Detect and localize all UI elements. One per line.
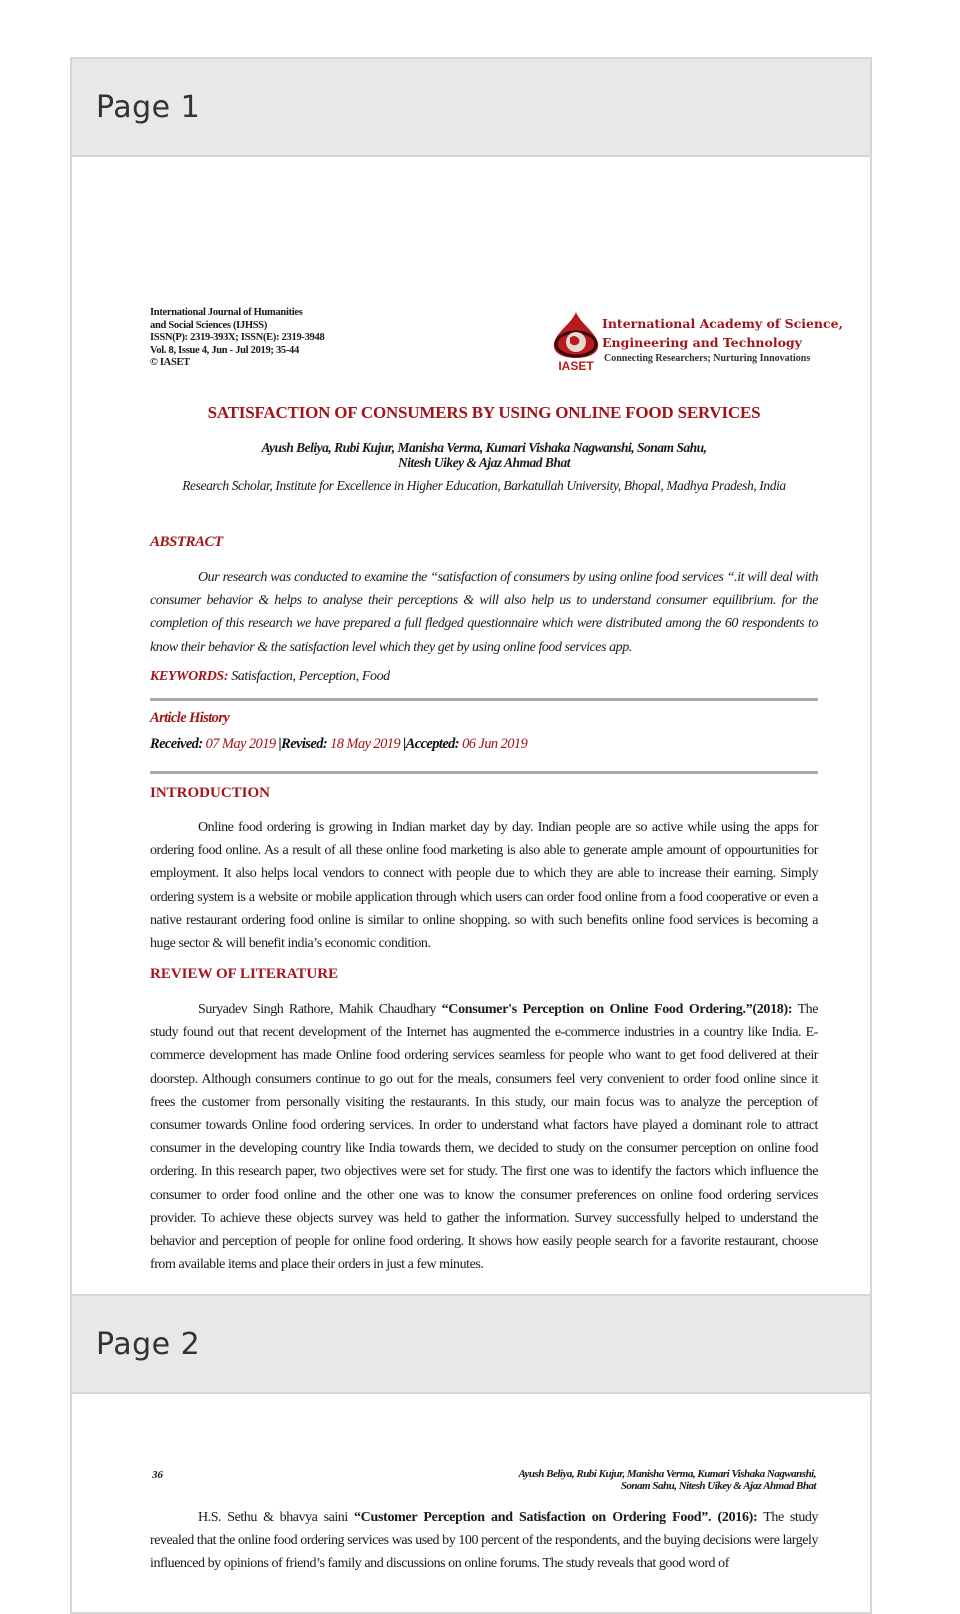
review-lead: Suryadev Singh Rathore, Mahik Chaudhary xyxy=(198,1002,442,1017)
page-number: 36 xyxy=(152,1469,163,1481)
page-1 xyxy=(70,57,872,1297)
publisher-tagline: Connecting Researchers; Nurturing Innovations xyxy=(604,353,811,364)
divider xyxy=(150,698,818,701)
received-date: 07 May 2019 xyxy=(205,736,276,752)
para-citation: “Customer Perception and Satisfaction on Ordering Food”. (2016): xyxy=(353,1510,758,1525)
article-history xyxy=(150,736,527,753)
running-head xyxy=(518,1468,816,1492)
publisher-name-line2: Engineering and Technology xyxy=(602,335,802,350)
journal-info-line: Vol. 8, Issue 4, Jun - Jul 2019; 35-44 xyxy=(150,344,299,356)
running-head-line1: Ayush Beliya, Rubi Kujur, Manisha Verma, Kumari Vishaka Nagwanshi, xyxy=(518,1468,816,1480)
iaset-logo-icon xyxy=(546,310,606,372)
review-body: The study found out that recent development of the Internet has augmented the e-commerce industries in a country like India. E-commerce development has made Online food ordering services seamless for people who want to get food delivered at their doorstep. Although consumers continue to go out for the meals, consumers feel very convenient to order food online since it frees the customer from personally visiting the restaurants. In this study, our main focus was to analyze the perception of consumer towards Online food ordering services. In order to understand what factors have played a dominant role to attract consumer in the developing country like India towards them, we decided to study on the consumer perception on online food ordering. In this research paper, two objectives were set for study. The first one was to identify the factors which influence the consumer to order food online and the other one was to know the consumer preferences on online food ordering services provider. To achieve these objects survey was held to gather the information. Survey successfully helped to understand the behavior and perception of people for online food ordering. It shows how easily people search for a favorite restaurant, choose from available items and place their orders in just a few minutes. xyxy=(150,1002,818,1273)
introduction-heading: INTRODUCTION xyxy=(150,785,271,801)
authors-line2: Nitesh Uikey & Ajaz Ahmad Bhat xyxy=(398,455,570,470)
review-citation: “Consumer's Perception on Online Food Ordering.”(2018): xyxy=(441,1002,793,1017)
publisher-name xyxy=(602,314,843,352)
keywords xyxy=(150,669,390,685)
page-2-header xyxy=(72,1296,870,1394)
authors-line1: Ayush Beliya, Rubi Kujur, Manisha Verma, Kumari Vishaka Nagwanshi, Sonam Sahu, xyxy=(261,440,707,455)
page-1-header xyxy=(72,59,870,157)
page-label: Page 1 xyxy=(96,89,201,125)
page-2-paragraph xyxy=(150,1506,818,1576)
journal-info-line: ISSN(P): 2319-393X; ISSN(E): 2319-3948 xyxy=(150,332,325,343)
page-2 xyxy=(70,1294,872,1614)
iaset-logo-text: IASET xyxy=(558,359,594,372)
review-heading: REVIEW OF LITERATURE xyxy=(150,966,339,982)
divider xyxy=(150,771,818,774)
journal-info xyxy=(150,307,324,370)
introduction-text xyxy=(150,816,818,955)
para-body: The study revealed that the online food ordering services was used by 100 percent of the respondents, and the buying decisions were largely influenced by opinions of friend’s family and discussions on online forums. The study reveals that good word of xyxy=(150,1510,818,1572)
journal-info-line: © IASET xyxy=(150,357,190,368)
affiliation: Research Scholar, Institute for Excellence in Higher Education, Barkatullah University, Bhopal, Madhya Pradesh, India xyxy=(182,478,786,493)
abstract-body: Our research was conducted to examine the “satisfaction of consumers by using online food services “.it will deal with consumer behavior & helps to analyse their perceptions & will also help us to understand consumer equilibrium. for the completion of this research we have prepared a full fledged questionnaire which were distributed among the 60 respondents to know their behavior & the satisfaction level which they get by using online food services app. xyxy=(150,570,818,655)
abstract-heading: ABSTRACT xyxy=(150,534,223,550)
keywords-value: Satisfaction, Perception, Food xyxy=(231,669,390,684)
journal-info-line: and Social Sciences (IJHSS) xyxy=(150,319,268,331)
publisher-name-line1: International Academy of Science, xyxy=(602,316,843,331)
introduction-body: Online food ordering is growing in Indian market day by day. Indian people are so active while using the apps for ordering food online. As a result of all these online food marketing is also able to generate ample amount of oppourtunities for employment. It also helps local vendors to connect with people due to which they are able to increase their earning. Simply ordering system is a website or mobile application through which users can order food online from a food cooperative or even a native restaurant ordering food online is similar to online shopping. so with such benefits online food services is becoming a huge sector & will benefit india’s economic condition. xyxy=(150,820,818,952)
paper-authors xyxy=(150,440,818,470)
article-history-heading: Article History xyxy=(150,710,230,726)
keywords-label: KEYWORDS: xyxy=(150,669,229,684)
abstract-text xyxy=(150,566,818,659)
revised-label: |Revised: xyxy=(278,736,328,752)
para-lead: H.S. Sethu & bhavya saini xyxy=(198,1510,354,1525)
accepted-date: 06 Jun 2019 xyxy=(462,736,528,752)
received-label: Received: xyxy=(150,736,203,752)
page-label: Page 2 xyxy=(96,1326,201,1362)
running-head-line2: Sonam Sahu, Nitesh Uikey & Ajaz Ahmad Bhat xyxy=(620,1480,816,1492)
journal-info-line: International Journal of Humanities xyxy=(150,307,303,318)
review-text xyxy=(150,998,818,1276)
revised-date: 18 May 2019 xyxy=(330,736,401,752)
accepted-label: |Accepted: xyxy=(403,736,460,752)
paper-title: SATISFACTION OF CONSUMERS BY USING ONLINE FOOD SERVICES xyxy=(207,403,761,422)
